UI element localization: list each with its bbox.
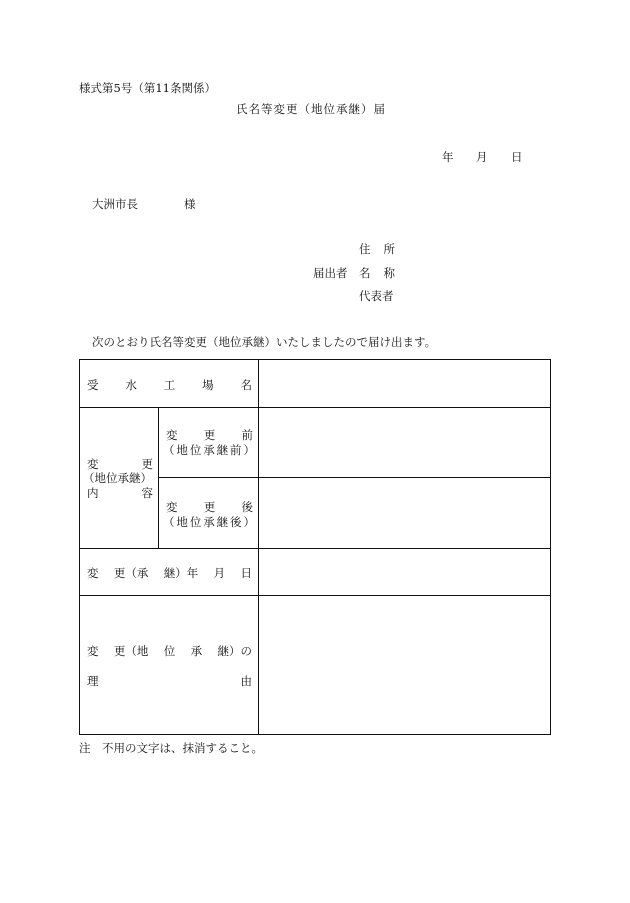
applicant-label: 届出者 xyxy=(313,266,348,280)
date-year: 年 xyxy=(442,150,454,164)
applicant-address-label: 住 所 xyxy=(359,242,395,256)
addressee-honorific: 様 xyxy=(184,197,196,211)
after-label-line1: 変 更 後 xyxy=(166,500,253,514)
date-month: 月 xyxy=(476,150,488,164)
column-divider xyxy=(158,407,159,548)
form-number: 様式第5号（第11条関係） xyxy=(79,81,216,95)
after-label-line2: （ 地 位 承 継 後 ） xyxy=(163,515,255,529)
representative-label: 代表者 xyxy=(359,289,394,303)
change-date-label: 変 更（承 継）年 月 日 xyxy=(87,566,252,580)
date-day: 日 xyxy=(511,150,523,164)
reason-label-line1: 変 更（地 位 承 継）の xyxy=(87,644,252,658)
reason-field[interactable] xyxy=(259,596,550,734)
notification-table xyxy=(79,359,551,735)
applicant-name-label: 名 称 xyxy=(359,266,395,280)
after-field[interactable] xyxy=(259,478,550,548)
facility-name-field[interactable] xyxy=(259,360,550,407)
note-text: 注 不用の文字は、抹消すること。 xyxy=(79,741,263,755)
facility-name-label: 受 水 工 場 名 xyxy=(87,378,252,392)
change-content-label-line2: （地位承継） xyxy=(83,471,152,485)
addressee-name: 大洲市長 xyxy=(92,197,138,211)
before-field[interactable] xyxy=(259,408,550,477)
reason-label-line2: 理 由 xyxy=(87,674,252,688)
form-title: 氏 名 等 変 更 （ 地 位 承 継 ） 届 xyxy=(236,102,385,116)
intro-text: 次のとおり氏名等変更（地位承継）いたしましたので届け出ます。 xyxy=(92,335,437,349)
change-content-label-line1: 変 更 xyxy=(87,457,153,471)
change-date-field[interactable] xyxy=(259,549,550,595)
before-label-line2: （ 地 位 承 継 前 ） xyxy=(163,443,255,457)
before-label-line1: 変 更 前 xyxy=(166,428,253,442)
change-content-label-line3: 内 容 xyxy=(87,486,153,500)
